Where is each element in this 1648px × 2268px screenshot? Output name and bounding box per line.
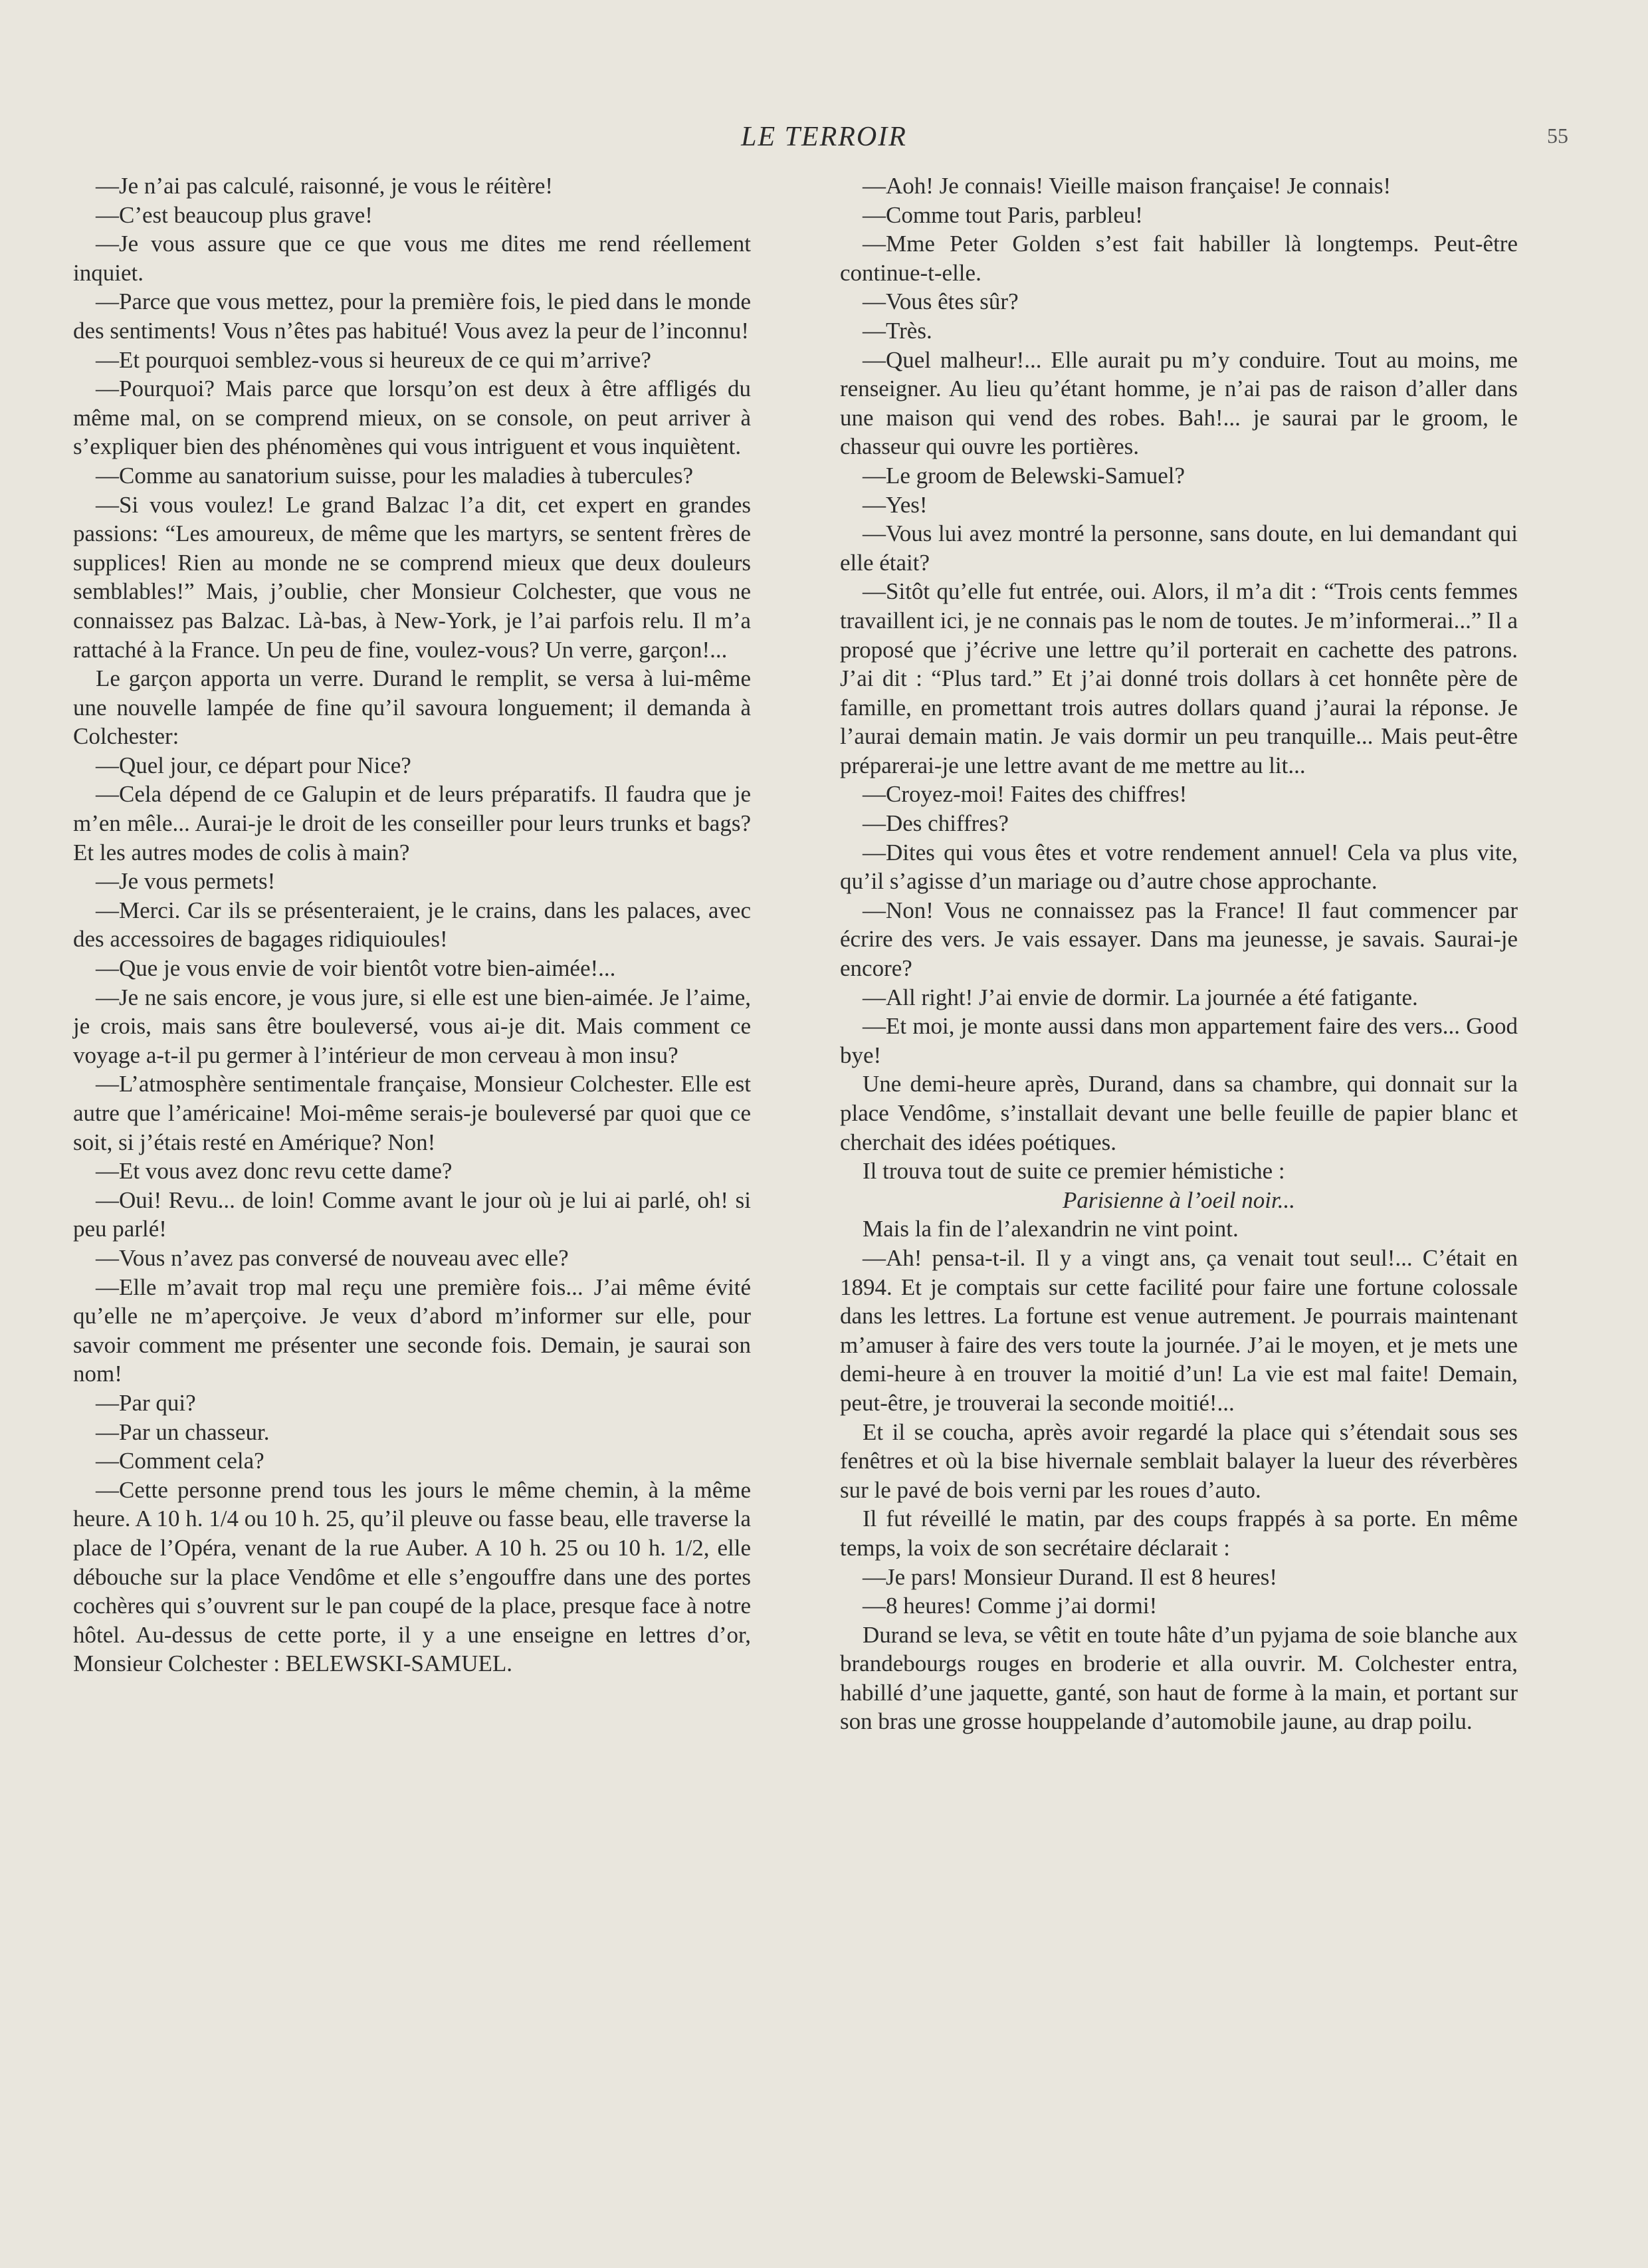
paragraph: Il fut réveillé le matin, par des coups frappés à sa porte. En même temps, la voix de son secrétaire déclarait : <box>840 1506 1518 1561</box>
paragraph: Le garçon apporta un verre. Durand le remplit, se versa à lui-même une nouvelle lampée de fine qu’il savoura longuement; il demanda à Colchester: <box>73 665 751 750</box>
paragraph: —Par qui? <box>96 1389 196 1416</box>
paragraph: —Merci. Car ils se présenteraient, je le crains, dans les palaces, avec des accessoires de bagages ridiquioules! <box>73 897 751 953</box>
paragraph: Durand se leva, se vêtit en toute hâte d’un pyjama de soie blanche aux brandebourgs rouges en broderie et alla ouvrir. M. Colchester entra, habillé d’une jaquette, ganté, son haut de forme à la main, et portant sur son bras une grosse houppelande d’automobile jaune, au drap poilu. <box>840 1621 1518 1735</box>
paragraph: —8 heures! Comme j’ai dormi! <box>863 1593 1158 1619</box>
paragraph: —Et vous avez donc revu cette dame? <box>96 1158 453 1185</box>
paragraph: —Vous n’avez pas conversé de nouveau avec elle? <box>96 1244 569 1271</box>
paragraph: Et il se coucha, après avoir regardé la place qui s’étendait sous ses fenêtres et où la bise hivernale semblait balayer la lueur des réverbères sur le pavé de bois verni par les roues d’auto. <box>840 1418 1518 1503</box>
paragraph: —Que je vous envie de voir bientôt votre bien-aimée!... <box>96 955 616 982</box>
paragraph: —Si vous voulez! Le grand Balzac l’a dit, cet expert en grandes passions: “Les amoureux, de même que les martyrs, se sentent frères de supplices! Rien au monde ne se comprend mieux que deux douleurs semblables!” Mais, j’oublie, cher Monsieur Colchester, que vous ne connaissez pas Balzac. Là-bas, à New-York, je l’ai parfois relu. Il m’a rattaché à la France. Un peu de fine, voulez-vous? Un verre, garçon!... <box>73 491 751 663</box>
paragraph: —All right! J’ai envie de dormir. La journée a été fatigante. <box>863 984 1418 1010</box>
paragraph: —Pourquoi? Mais parce que lorsqu’on est deux à être affligés du même mal, on se comprend mieux, on se console, on peut arriver à s’expliquer bien des phénomènes qui vous intriguent et vous inquiètent. <box>73 376 751 460</box>
paragraph: —Vous lui avez montré la personne, sans doute, en lui demandant qui elle était? <box>840 520 1518 576</box>
paragraph: —Vous êtes sûr? <box>863 288 1019 315</box>
paragraph: —Je n’ai pas calculé, raisonné, je vous le réitère! <box>96 173 554 199</box>
right-column <box>840 171 1518 1736</box>
paragraph: —Quel malheur!... Elle aurait pu m’y conduire. Tout au moins, me renseigner. Au lieu qu’étant homme, je n’ai pas de raison d’aller dans une maison qui vend des robes. Bah!... je saurai par le groom, le chasseur qui ouvre les portières. <box>840 346 1518 460</box>
page-number: 55 <box>1547 124 1568 148</box>
paragraph: —Je ne sais encore, je vous jure, si elle est une bien-aimée. Je l’aime, je crois, mais sans être bouleversé, vous ai-je dit. Mais comment ce voyage a-t-il pu germer à l’intérieur de mon cerveau à mon insu? <box>73 984 751 1068</box>
running-title: LE TERROIR <box>741 122 907 152</box>
paragraph: —Ah! pensa-t-il. Il y a vingt ans, ça venait tout seul!... C’était en 1894. Et je comptais sur cette facilité pour faire une fortune colossale dans les lettres. La fortune est venue autrement. Je pourrais maintenant m’amuser à faire des vers toute la journée. J’ai le moyen, et je mets une demi-heure à en trouver la moitié d’un! La vie est mal faite! Demain, peut-être, je trouverai la seconde moitié!... <box>840 1244 1518 1416</box>
paragraph: —Aoh! Je connais! Vieille maison française! Je connais! <box>863 173 1391 199</box>
paragraph: —Elle m’avait trop mal reçu une première fois... J’ai même évité qu’elle ne m’aperçoive. Je veux d’abord m’informer sur elle, pour savoir comment me présenter une seconde fois. Demain, je saurai son nom! <box>73 1274 751 1387</box>
paragraph: —Des chiffres? <box>863 810 1009 837</box>
paragraph: —Cela dépend de ce Galupin et de leurs préparatifs. Il faudra que je m’en mêle... Aurai-je le droit de les conseiller pour leurs trunks et bags? Et les autres modes de colis à main? <box>73 781 751 865</box>
paragraph: —Comme au sanatorium suisse, pour les maladies à tubercules? <box>96 462 694 489</box>
paragraph: —C’est beaucoup plus grave! <box>96 201 373 228</box>
paragraph: —Très. <box>863 317 932 344</box>
paragraph: —Cette personne prend tous les jours le même chemin, à la même heure. A 10 h. 1/4 ou 10 h. 25, qu’il pleuve ou fasse beau, elle traverse la place de l’Opéra, venant de la rue Auber. A 10 h. 25 ou 10 h. 1/2, elle débouche sur la place Vendôme et elle s’engouffre dans une des portes cochères qui s’ouvrent sur le pan coupé de la place, presque face à notre hôtel. Au-dessus de cette porte, il y a une enseigne en lettres d’or, Monsieur Colchester : BELEWSKI-SAMUEL. <box>73 1476 751 1677</box>
page-header <box>73 121 1575 161</box>
paragraph: —Croyez-moi! Faites des chiffres! <box>863 781 1187 808</box>
paragraph: —Comment cela? <box>96 1448 264 1474</box>
paragraph: Une demi-heure après, Durand, dans sa chambre, qui donnait sur la place Vendôme, s’installait devant une belle feuille de papier blanc et cherchait des idées poétiques. <box>840 1071 1518 1155</box>
paragraph: —Dites qui vous êtes et votre rendement annuel! Cela va plus vite, qu’il s’agisse d’un mariage ou d’autre chose approchante. <box>840 839 1518 895</box>
left-column <box>73 171 751 1678</box>
paragraph: —Je pars! Monsieur Durand. Il est 8 heures! <box>863 1563 1278 1590</box>
paragraph: —L’atmosphère sentimentale française, Monsieur Colchester. Elle est autre que l’américaine! Moi-même serais-je bouleversé par quoi que ce soit, si j’étais resté en Amérique? Non! <box>73 1071 751 1155</box>
paragraph: —Parce que vous mettez, pour la première fois, le pied dans le monde des sentiments! Vous n’êtes pas habitué! Vous avez la peur de l’inconnu! <box>73 288 751 344</box>
paragraph: —Mme Peter Golden s’est fait habiller là longtemps. Peut-être continue-t-elle. <box>840 231 1518 286</box>
paragraph: Mais la fin de l’alexandrin ne vint point. <box>863 1216 1239 1242</box>
paragraph: —Non! Vous ne connaissez pas la France! Il faut commencer par écrire des vers. Je vais essayer. Dans ma jeunesse, je savais. Saurai-je encore? <box>840 897 1518 982</box>
paragraph: —Je vous permets! <box>96 868 276 895</box>
paragraph: —Yes! <box>863 491 928 518</box>
paragraph: —Et moi, je monte aussi dans mon appartement faire des vers... Good bye! <box>840 1013 1518 1068</box>
paragraph: —Comme tout Paris, parbleu! <box>863 201 1143 228</box>
paragraph: —Sitôt qu’elle fut entrée, oui. Alors, il m’a dit : “Trois cents femmes travaillent ici, je ne connais pas le nom de toutes. Je m’informerai...” Il a proposé que j’écrive une lettre qu’il porterait en cachette des patrons. J’ai dit : “Plus tard.” Et j’ai donné trois dollars à cet honnête père de famille, en promettant trois autres dollars quand j’aurai la réponse. Je l’aurai demain matin. Je vais dormir un peu tranquille... Mais peut-être préparerai-je une lettre avant de me mettre au lit... <box>840 578 1518 778</box>
paragraph: —Oui! Revu... de loin! Comme avant le jour où je lui ai parlé, oh! si peu parlé! <box>73 1187 751 1242</box>
paragraph: —Par un chasseur. <box>96 1418 270 1445</box>
paragraph: —Et pourquoi semblez-vous si heureux de ce qui m’arrive? <box>96 346 651 373</box>
paragraph: —Quel jour, ce départ pour Nice? <box>96 752 411 778</box>
paragraph: —Je vous assure que ce que vous me dites me rend réellement inquiet. <box>73 231 751 286</box>
paragraph: —Le groom de Belewski-Samuel? <box>863 462 1185 489</box>
verse-line: Parisienne à l’oeil noir... <box>1063 1187 1295 1213</box>
paragraph: Il trouva tout de suite ce premier hémistiche : <box>863 1158 1285 1185</box>
